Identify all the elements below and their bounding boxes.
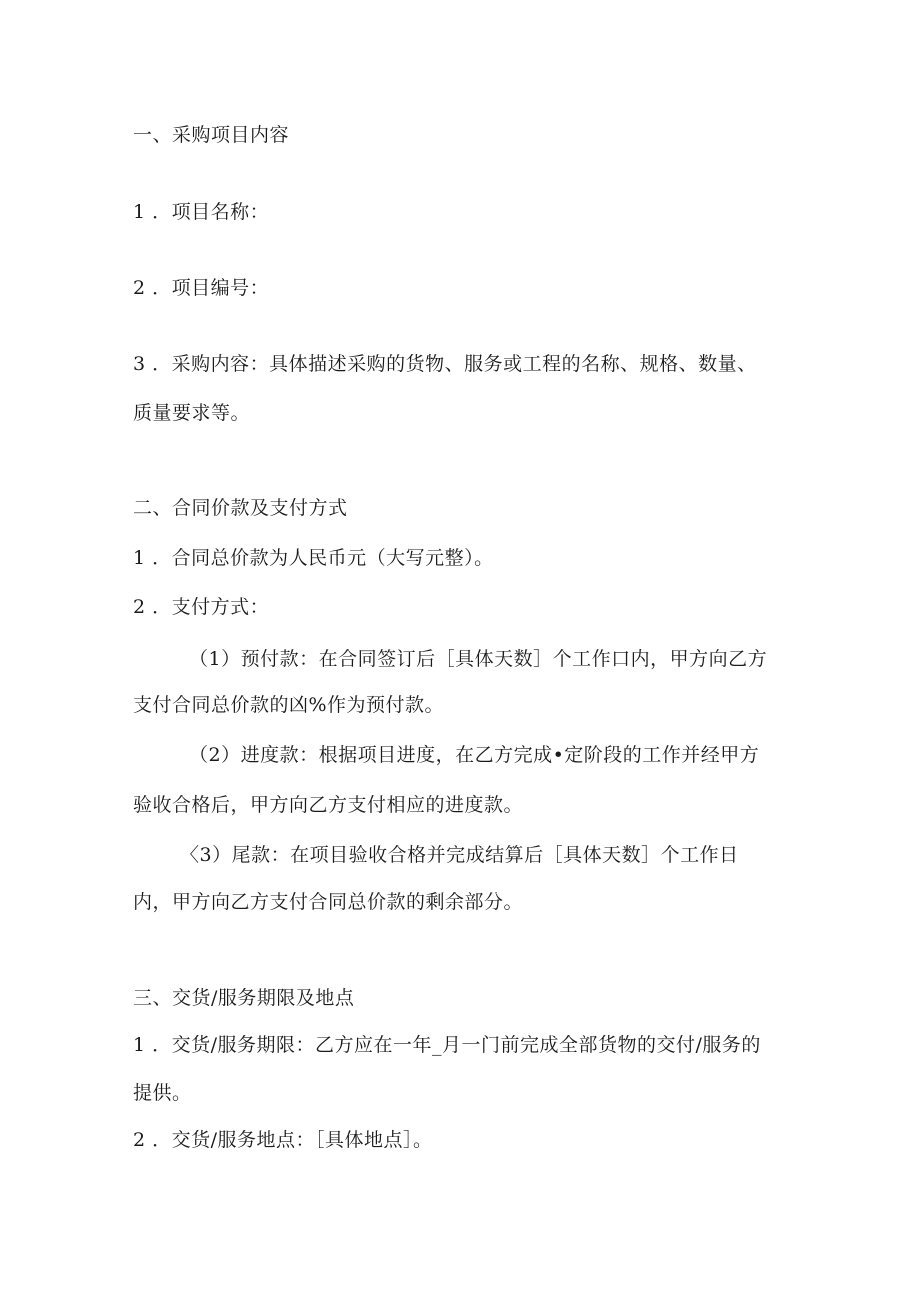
progress-payment-line-1: （2）进度款：根据项目进度，在乙方完成•定阶段的工作并经甲方 [189,744,760,766]
delivery-location-line: 2 ．交货/服务地点：［具体地点］。 [133,1129,433,1151]
delivery-period-line-1: 1 ．交货/服务期限：乙方应在一年_月一门前完成全部货物的交付/服务的 [133,1034,761,1056]
section3-heading: 三、交货/服务期限及地点 [133,987,355,1009]
procurement-content-line-2: 质量要求等。 [133,402,251,424]
section1-heading: 一、采购项目内容 [133,124,290,146]
advance-payment-line-2: 支付合同总价款的凶%作为预付款。 [133,694,445,716]
project-number-line: 2 ．项目编号： [133,277,270,299]
advance-payment-line-1: （1）预付款：在合同签订后［具体天数］个工作口内，甲方向乙方 [189,648,768,670]
section2-heading: 二、合同价款及支付方式 [133,497,348,519]
procurement-content-line-1: 3 ．采购内容：具体描述采购的货物、服务或工程的名称、规格、数量、 [133,353,757,375]
final-payment-line-2: 内，甲方向乙方支付合同总价款的剩余部分。 [133,891,524,913]
project-name-line: 1 ．项目名称： [133,201,270,223]
progress-payment-line-2: 验收合格后，甲方向乙方支付相应的进度款。 [133,794,524,816]
final-payment-line-1: 〈3）尾款：在项目验收合格并完成结算后［具体天数］个工作日 [180,844,739,866]
payment-method-line: 2 ．支付方式： [133,596,270,618]
delivery-period-line-2: 提供。 [133,1082,192,1104]
total-price-line: 1 ．合同总价款为人民币元（大写元整）。 [133,547,494,569]
